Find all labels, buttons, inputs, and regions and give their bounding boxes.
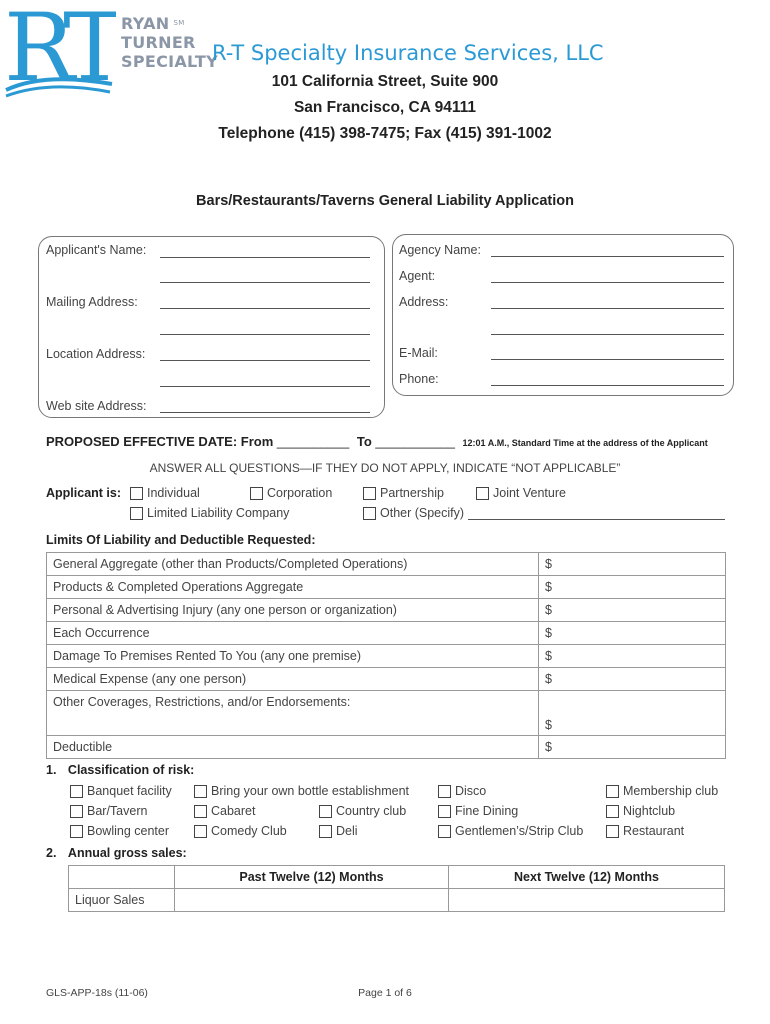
location-address-label: Location Address: xyxy=(46,347,146,361)
limit-amount-field[interactable]: $ xyxy=(539,576,726,599)
limit-label: Personal & Advertising Injury (any one person or organization) xyxy=(47,599,539,622)
applicant-name-field-2[interactable] xyxy=(160,282,370,283)
fine-dining-checkbox[interactable] xyxy=(438,805,451,818)
limits-heading: Limits Of Liability and Deductible Requested: xyxy=(46,533,316,547)
limit-amount-field[interactable]: $ xyxy=(539,691,726,736)
logo-word-ryan: RYAN xyxy=(121,14,170,33)
mailing-address-field-2[interactable] xyxy=(160,334,370,335)
limit-label: Medical Expense (any one person) xyxy=(47,668,539,691)
bar-tavern-label: Bar/Tavern xyxy=(87,804,148,818)
byob-label: Bring your own bottle establishment xyxy=(211,784,410,798)
q2-label: Annual gross sales: xyxy=(67,846,187,860)
logo-word-specialty: SPECIALTY xyxy=(121,52,219,71)
sales-corner-cell xyxy=(69,866,175,889)
bowling-checkbox[interactable] xyxy=(70,825,83,838)
applicant-name-field[interactable] xyxy=(160,257,370,258)
address-line-2: San Francisco, CA 94111 xyxy=(293,99,477,116)
agency-name-field[interactable] xyxy=(491,256,724,257)
logo-letters: RT xyxy=(4,0,116,100)
individual-checkbox[interactable] xyxy=(130,487,143,500)
effective-date-label: PROPOSED EFFECTIVE DATE: From xyxy=(46,434,274,449)
agency-address-label: Address: xyxy=(399,295,449,309)
sales-table xyxy=(68,865,725,912)
page-number: Page 1 of 6 xyxy=(358,987,412,999)
gentlemens-club-checkbox[interactable] xyxy=(438,825,451,838)
table-row xyxy=(47,668,726,691)
llc-label: Limited Liability Company xyxy=(147,506,290,520)
location-address-field[interactable] xyxy=(160,360,370,361)
website-label: Web site Address: xyxy=(46,399,147,413)
past-months-header: Past Twelve (12) Months xyxy=(175,866,449,889)
phone-line: Telephone (415) 398-7475; Fax (415) 391-1002 xyxy=(218,125,552,142)
fine-dining-label: Fine Dining xyxy=(455,804,519,818)
agent-field[interactable] xyxy=(491,282,724,283)
instruction-text: ANSWER ALL QUESTIONS—IF THEY DO NOT APPLY, INDICATE “NOT APPLICABLE” xyxy=(149,461,621,475)
location-address-field-2[interactable] xyxy=(160,386,370,387)
limit-amount-field[interactable]: $ xyxy=(539,668,726,691)
joint-venture-checkbox[interactable] xyxy=(476,487,489,500)
disco-checkbox[interactable] xyxy=(438,785,451,798)
restaurant-checkbox[interactable] xyxy=(606,825,619,838)
table-row xyxy=(69,889,725,912)
disco-label: Disco xyxy=(455,784,487,798)
limits-table xyxy=(46,552,726,759)
limit-label: Damage To Premises Rented To You (any one premise) xyxy=(47,645,539,668)
phone-field[interactable] xyxy=(491,385,724,386)
table-row xyxy=(47,691,726,736)
country-club-checkbox[interactable] xyxy=(319,805,332,818)
partnership-checkbox[interactable] xyxy=(363,487,376,500)
agency-address-field[interactable] xyxy=(491,308,724,309)
applicant-name-label: Applicant's Name: xyxy=(46,243,147,257)
table-row xyxy=(69,866,725,889)
email-label: E-Mail: xyxy=(399,346,438,360)
comedy-club-label: Comedy Club xyxy=(211,824,287,838)
byob-checkbox[interactable] xyxy=(194,785,207,798)
corporation-checkbox[interactable] xyxy=(250,487,263,500)
limit-label: Products & Completed Operations Aggregate xyxy=(47,576,539,599)
table-row xyxy=(47,553,726,576)
address-line-1: 101 California Street, Suite 900 xyxy=(271,73,499,90)
effective-to-label: To xyxy=(356,434,372,449)
email-field[interactable] xyxy=(491,359,724,360)
effective-time-note: 12:01 A.M., Standard Time at the address of the Applicant xyxy=(462,438,708,448)
effective-to-field[interactable]: ___________ xyxy=(375,434,455,449)
limit-label: Each Occurrence xyxy=(47,622,539,645)
mailing-address-field[interactable] xyxy=(160,308,370,309)
limit-amount-field[interactable]: $ xyxy=(539,553,726,576)
llc-checkbox[interactable] xyxy=(130,507,143,520)
effective-from-field[interactable]: __________ xyxy=(276,434,350,449)
cabaret-label: Cabaret xyxy=(211,804,256,818)
bar-tavern-checkbox[interactable] xyxy=(70,805,83,818)
liquor-sales-label: Liquor Sales xyxy=(69,889,175,912)
mailing-address-label: Mailing Address: xyxy=(46,295,138,309)
deli-label: Deli xyxy=(336,824,358,838)
other-checkbox[interactable] xyxy=(363,507,376,520)
logo-word-turner: TURNER xyxy=(121,33,196,52)
agency-name-label: Agency Name: xyxy=(399,243,481,257)
table-row xyxy=(47,599,726,622)
q1-heading xyxy=(46,763,194,777)
agent-label: Agent: xyxy=(399,269,436,283)
agency-address-field-2[interactable] xyxy=(491,334,724,335)
applicant-box xyxy=(38,236,385,418)
deli-checkbox[interactable] xyxy=(319,825,332,838)
liquor-next-field[interactable] xyxy=(449,889,725,912)
applicant-is-label: Applicant is: xyxy=(46,486,122,500)
partnership-label: Partnership xyxy=(380,486,444,500)
limit-amount-field[interactable]: $ xyxy=(539,622,726,645)
next-months-header: Next Twelve (12) Months xyxy=(449,866,725,889)
bowling-label: Bowling center xyxy=(87,824,169,838)
gentlemens-club-label: Gentlemen’s/Strip Club xyxy=(455,824,584,838)
comedy-club-checkbox[interactable] xyxy=(194,825,207,838)
banquet-label: Banquet facility xyxy=(87,784,172,798)
effective-date-row xyxy=(46,434,708,449)
membership-label: Membership club xyxy=(623,784,719,798)
logo-mark: SM xyxy=(173,19,185,27)
table-row xyxy=(47,645,726,668)
phone-label: Phone: xyxy=(399,372,439,386)
form-id: GLS-APP-18s (11-06) xyxy=(46,987,148,999)
joint-venture-label: Joint Venture xyxy=(493,486,566,500)
other-label: Other (Specify) xyxy=(380,506,465,520)
limit-amount-field[interactable]: $ xyxy=(539,645,726,668)
q2-number: 2. xyxy=(46,846,57,860)
table-row xyxy=(47,736,726,759)
country-club-label: Country club xyxy=(336,804,407,818)
limit-label: General Aggregate (other than Products/Completed Operations) xyxy=(47,553,539,576)
limit-amount-field[interactable]: $ xyxy=(539,599,726,622)
limit-label: Other Coverages, Restrictions, and/or Endorsements: xyxy=(47,691,539,736)
nightclub-checkbox[interactable] xyxy=(606,805,619,818)
table-row xyxy=(47,622,726,645)
q1-label: Classification of risk: xyxy=(67,763,195,777)
website-field[interactable] xyxy=(160,412,370,413)
banquet-checkbox[interactable] xyxy=(70,785,83,798)
limit-label: Deductible xyxy=(47,736,539,759)
form-title: Bars/Restaurants/Taverns General Liability Application xyxy=(196,193,574,209)
other-specify-field[interactable] xyxy=(468,519,725,520)
individual-label: Individual xyxy=(147,486,200,500)
liquor-past-field[interactable] xyxy=(175,889,449,912)
cabaret-checkbox[interactable] xyxy=(194,805,207,818)
corporation-label: Corporation xyxy=(267,486,333,500)
logo-wordmark xyxy=(121,14,218,71)
q1-number: 1. xyxy=(46,763,57,777)
company-name: R-T Specialty Insurance Services, LLC xyxy=(212,41,604,65)
limit-amount-field[interactable]: $ xyxy=(539,736,726,759)
table-row xyxy=(47,576,726,599)
membership-checkbox[interactable] xyxy=(606,785,619,798)
nightclub-label: Nightclub xyxy=(623,804,676,818)
restaurant-label: Restaurant xyxy=(623,824,685,838)
agency-box xyxy=(392,234,734,396)
q2-heading xyxy=(46,846,187,860)
